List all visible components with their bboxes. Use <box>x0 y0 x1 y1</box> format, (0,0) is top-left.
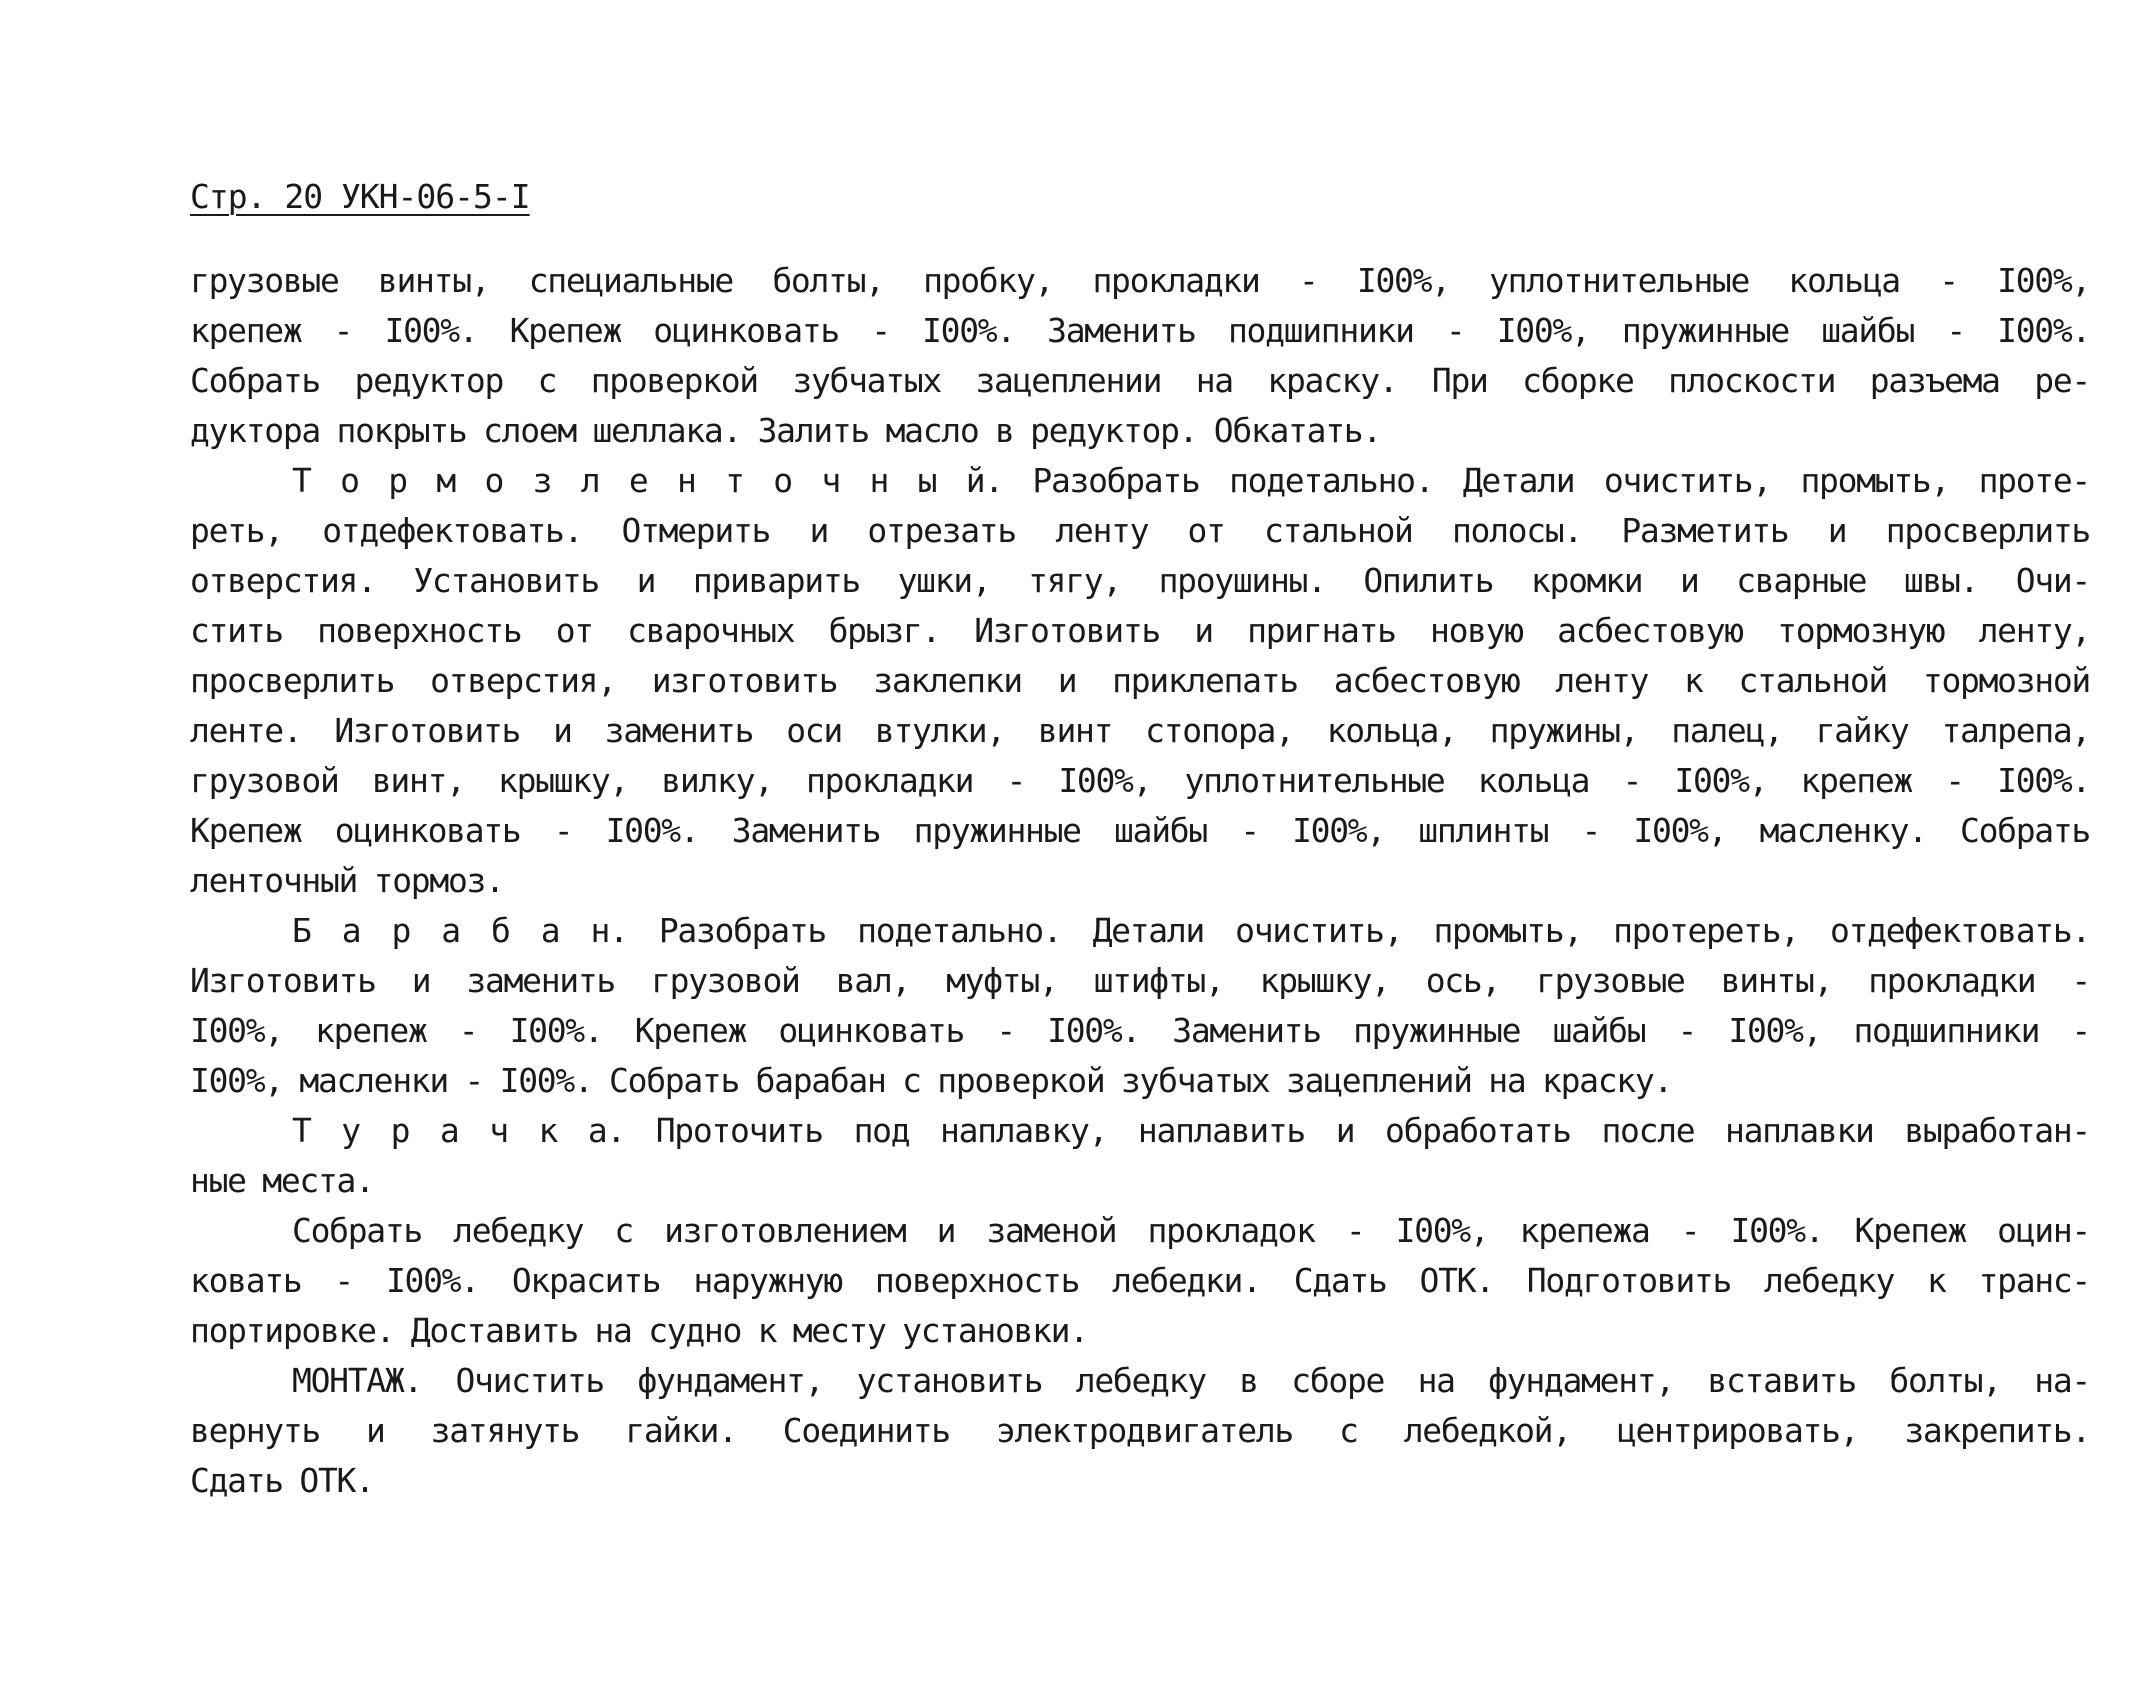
text-line: ковать - I00%. Окрасить наружную поверхность лебедки. Сдать ОТК. Подготовить лебедку к транс- <box>190 1261 2090 1300</box>
text-line: реть, отдефектовать. Отмерить и отрезать ленту от стальной полосы. Разметить и просверлить <box>190 511 2090 550</box>
paragraph-start-line: Т у р а ч к а. Проточить под наплавку, наплавить и обработать после наплавки выработан- <box>292 1111 2090 1150</box>
text-line: I00%, крепеж - I00%. Крепеж оцинковать - I00%. Заменить пружинные шайбы - I00%, подшипники - <box>190 1011 2090 1050</box>
text-line: Крепеж оцинковать - I00%. Заменить пружинные шайбы - I00%, шплинты - I00%, масленку. Собрать <box>190 811 2090 850</box>
page-header: Стр. 20 УКН-06-5-I <box>190 177 530 216</box>
paragraph-start-line: Собрать лебедку с изготовлением и заменой прокладок - I00%, крепежа - I00%. Крепеж оцин- <box>292 1211 2090 1250</box>
text-line: грузовой винт, крышку, вилку, прокладки - I00%, уплотнительные кольца - I00%, крепеж - I00%. <box>190 761 2090 800</box>
text-line: ленте. Изготовить и заменить оси втулки, винт стопора, кольца, пружины, палец, гайку талрепа, <box>190 711 2090 750</box>
text-line: Изготовить и заменить грузовой вал, муфты, штифты, крышку, ось, грузовые винты, прокладки - <box>190 961 2090 1000</box>
text-line: ленточный тормоз. <box>190 861 504 900</box>
text-line: Собрать редуктор с проверкой зубчатых зацеплении на краску. При сборке плоскости разъема ре- <box>190 361 2090 400</box>
text-line: ные места. <box>190 1161 374 1200</box>
text-line: отверстия. Установить и приварить ушки, тягу, проушины. Опилить кромки и сварные швы. Очи- <box>190 561 2090 600</box>
text-line: крепеж - I00%. Крепеж оцинковать - I00%. Заменить подшипники - I00%, пружинные шайбы - I00%. <box>190 311 2090 350</box>
text-line: грузовые винты, специальные болты, пробку, прокладки - I00%, уплотнительные кольца - I00%, <box>190 261 2090 300</box>
paragraph-start-line: Т о р м о з л е н т о ч н ы й. Разобрать подетально. Детали очистить, промыть, проте- <box>292 461 2090 500</box>
text-line: I00%, масленки - I00%. Собрать барабан с проверкой зубчатых зацеплений на краску. <box>190 1061 1672 1100</box>
paragraph-start-line: МОНТАЖ. Очистить фундамент, установить лебедку в сборе на фундамент, вставить болты, на- <box>292 1361 2090 1400</box>
text-line: стить поверхность от сварочных брызг. Изготовить и пригнать новую асбестовую тормозную ленту, <box>190 611 2090 650</box>
text-line: Сдать ОТК. <box>190 1461 374 1500</box>
text-line: вернуть и затянуть гайки. Соединить электродвигатель с лебедкой, центрировать, закрепить. <box>190 1411 2090 1450</box>
text-line: просверлить отверстия, изготовить заклепки и приклепать асбестовую ленту к стальной тормозной <box>190 661 2090 700</box>
paragraph-start-line: Б а р а б а н. Разобрать подетально. Детали очистить, промыть, протереть, отдефектовать. <box>292 911 2090 950</box>
text-line: дуктора покрыть слоем шеллака. Залить масло в редуктор. Обкатать. <box>190 411 1381 450</box>
text-line: портировке. Доставить на судно к месту установки. <box>190 1311 1088 1350</box>
